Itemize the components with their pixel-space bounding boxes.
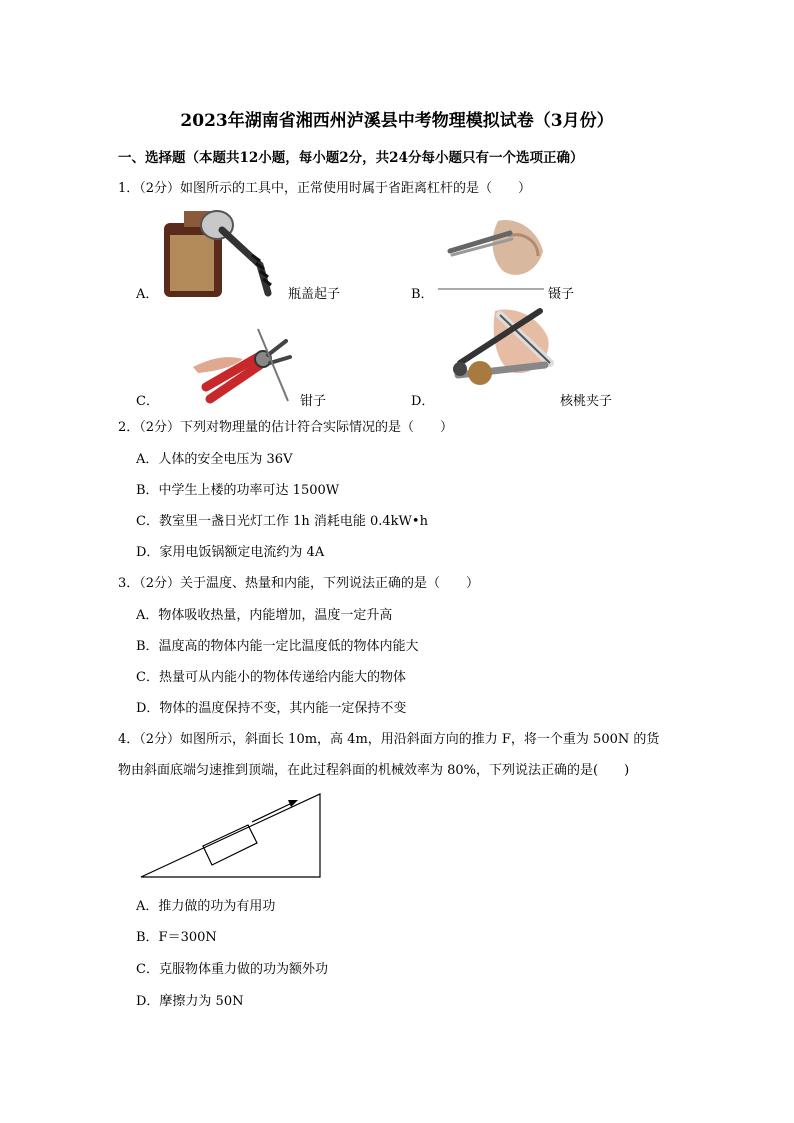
q1-option-b-caption: 镊子 xyxy=(548,287,575,302)
page-title: 2023年湖南省湘西州泸溪县中考物理模拟试卷（3月份） xyxy=(180,111,614,131)
q4-option-d: D．摩擦力为 50N xyxy=(136,994,244,1009)
q4-option-b: B．F＝300N xyxy=(136,930,217,945)
push-force-arrow xyxy=(252,803,292,822)
incline-diagram xyxy=(138,786,328,882)
q1-option-a-caption: 瓶盖起子 xyxy=(288,287,341,302)
q1-option-d-caption: 核桃夹子 xyxy=(560,394,613,409)
question-2-stem: 2．（2分）下列对物理量的估计符合实际情况的是（ ） xyxy=(118,420,454,435)
q3-option-d: D．物体的温度保持不变，其内能一定保持不变 xyxy=(136,701,407,716)
q4-option-a: A．推力做的功为有用功 xyxy=(136,899,276,914)
question-4-stem-line2: 物由斜面底端匀速推到顶端，在此过程斜面的机械效率为 80%，下列说法正确的是( ) xyxy=(118,763,630,778)
section-heading: 一、选择题（本题共12小题，每小题2分，共24分每小题只有一个选项正确） xyxy=(118,150,584,166)
q1-option-a-letter: A． xyxy=(136,287,159,302)
nutcracker-image xyxy=(440,303,560,393)
q2-option-c: C．教室里一盏日光灯工作 1h 消耗电能 0.4kW•h xyxy=(136,514,428,529)
q1-option-c-caption: 钳子 xyxy=(300,394,327,409)
q3-option-c: C．热量可从内能小的物体传递给内能大的物体 xyxy=(136,670,406,685)
q2-option-a: A．人体的安全电压为 36V xyxy=(136,452,293,467)
bottle-opener-image xyxy=(162,205,287,297)
question-4-stem-line1: 4．（2分）如图所示，斜面长 10m，高 4m，用沿斜面方向的推力 F，将一个重为 500N 的货 xyxy=(118,732,660,747)
q3-option-a: A．物体吸收热量，内能增加，温度一定升高 xyxy=(136,608,393,623)
question-1-stem: 1．（2分）如图所示的工具中，正常使用时属于省距离杠杆的是（ ） xyxy=(118,181,532,196)
q1-option-c-letter: C． xyxy=(136,394,159,409)
q4-option-c: C．克服物体重力做的功为额外功 xyxy=(136,962,328,977)
q1-option-d-letter: D． xyxy=(411,394,435,409)
question-3-stem: 3．（2分）关于温度、热量和内能，下列说法正确的是（ ） xyxy=(118,576,480,591)
tweezers-image xyxy=(438,211,548,291)
q2-option-d: D．家用电饭锅额定电流约为 4A xyxy=(136,545,325,560)
q3-option-b: B．温度高的物体内能一定比温度低的物体内能大 xyxy=(136,639,419,654)
incline-triangle xyxy=(141,794,320,877)
pliers-image xyxy=(188,327,298,409)
q2-option-b: B．中学生上楼的功率可达 1500W xyxy=(136,483,340,498)
q1-option-b-letter: B． xyxy=(411,287,434,302)
